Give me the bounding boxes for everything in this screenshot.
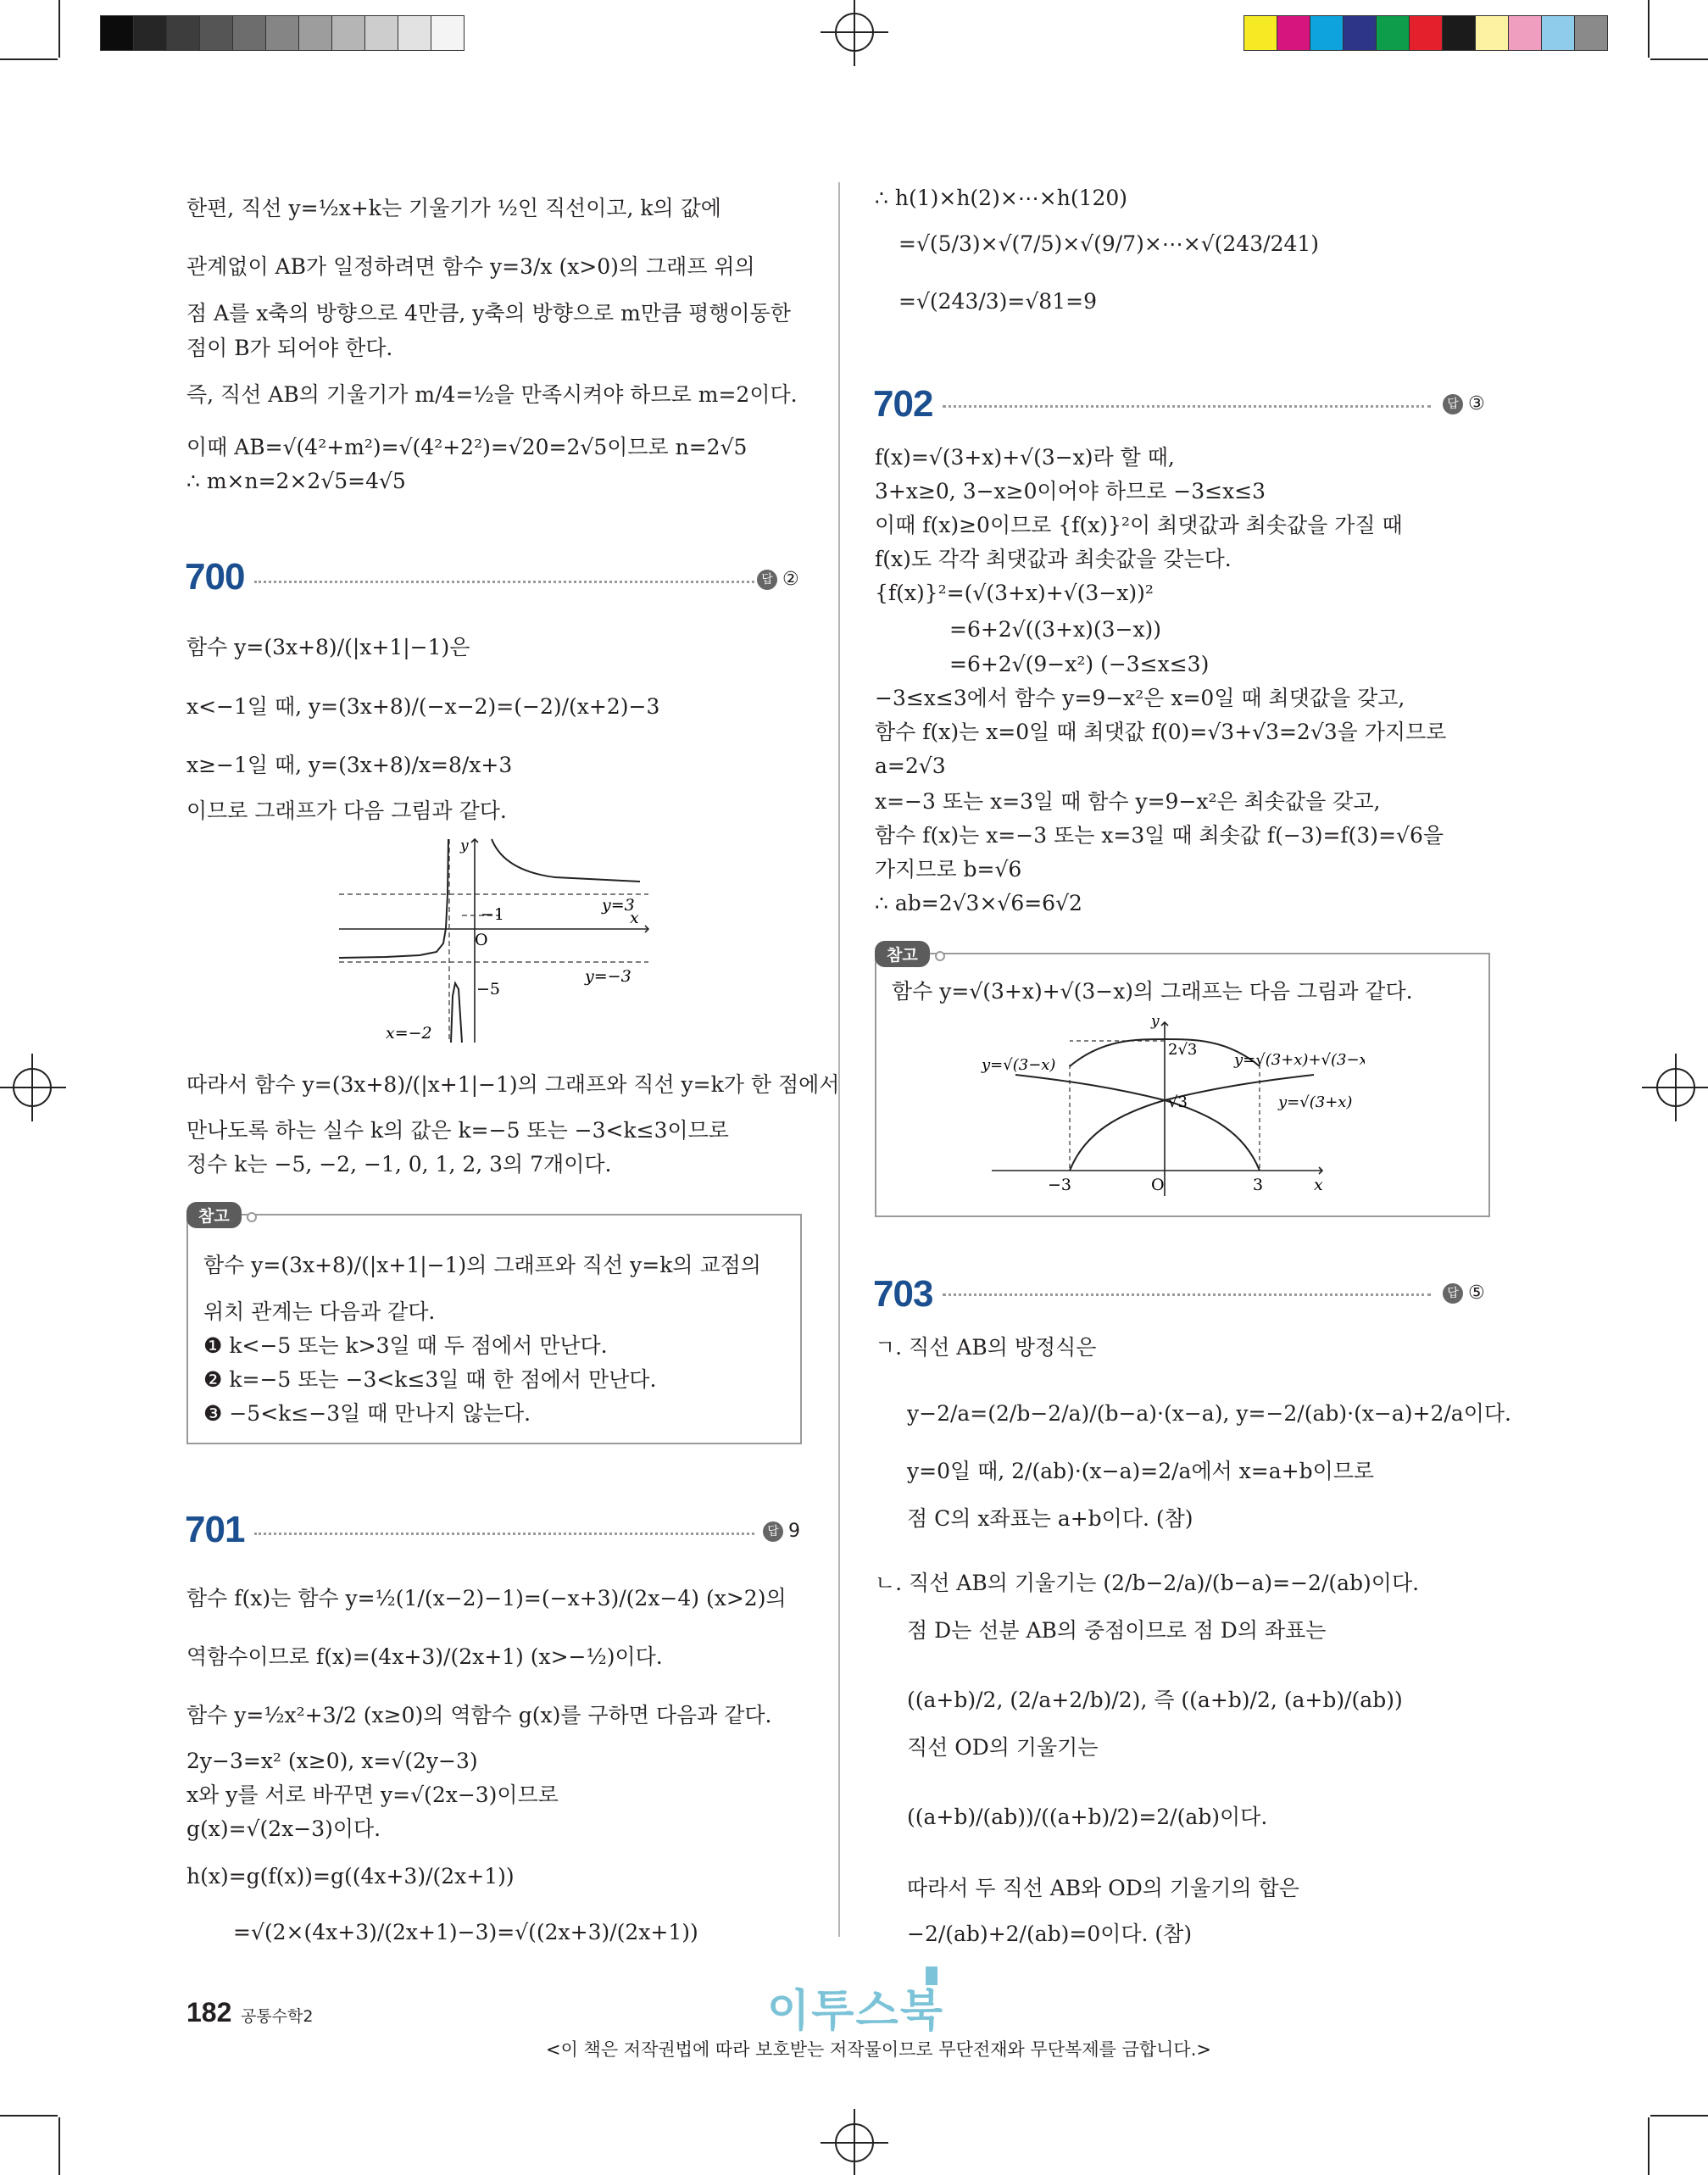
p700-line-1: 함수 y=(3x+8)/(|x+1|−1)은 [186,635,470,659]
calibration-swatch [398,15,431,51]
calibration-swatch [364,15,398,51]
ref702-line-1: 함수 y=√(3+x)+√(3−x)의 그래프는 다음 그림과 같다. [892,979,1413,1004]
calibration-swatch [1475,15,1509,51]
p703-line-3: y=0일 때, 2/(ab)·(x−a)=2/a에서 x=a+b이므로 [907,1459,1375,1483]
graph-702-p3-label: 3 [1253,1176,1264,1194]
p703-line-11: −2/(ab)+2/(ab)=0이다. (참) [907,1922,1193,1946]
p701-line-5: x와 y를 서로 바꾸면 y=√(2x−3)이므로 [186,1783,559,1807]
problem-number-702: 702 [873,383,933,425]
answer-value: ② [782,569,799,590]
dotted-rule [943,1293,1431,1296]
p701-line-4: 2y−3=x² (x≥0), x=√(2y−3) [186,1749,478,1773]
p702-line-13: 가지므로 b=√6 [875,857,1022,882]
book-title: 공통수학2 [241,2007,314,2026]
intro-line-4: 점이 B가 되어야 한다. [186,336,393,360]
calibration-swatch [298,15,332,51]
p702-line-10: a=2√3 [875,754,946,778]
answer-icon: 답 [763,1521,783,1542]
p703-line-10: 따라서 두 직선 AB와 OD의 기울기의 합은 [907,1876,1299,1900]
answer-icon: 답 [1443,394,1463,414]
answer-icon: 답 [757,570,777,590]
right-top-line-3: =√(243/3)=√81=9 [899,289,1097,314]
calibration-swatch [232,15,266,51]
graph-702-plus-label: y=√(3+x) [1278,1093,1353,1111]
calibration-swatch [265,15,299,51]
calibration-swatch [1574,15,1608,51]
problem-number-701: 701 [185,1509,245,1550]
graph-700-x-label: x [630,909,639,927]
reference-tag-700: 참고 [186,1202,242,1228]
graph-700-y3-label: y=3 [602,896,635,915]
ref700-line-2: 위치 관계는 다음과 같다. [203,1299,436,1324]
calibration-swatch [199,15,233,51]
calibration-swatch [1243,15,1277,51]
problem-number-700: 700 [185,556,245,598]
calibration-swatch [100,15,134,51]
p702-line-2: 3+x≥0, 3−x≥0이어야 하므로 −3≤x≤3 [875,479,1266,503]
p703-line-2: y−2/a=(2/b−2/a)/(b−a)·(x−a), y=−2/(ab)·(x−a)+2/a이다. [907,1401,1511,1426]
answer-icon: 답 [1443,1283,1463,1304]
p700-line-7: 정수 k는 −5, −2, −1, 0, 1, 2, 3의 7개이다. [186,1152,612,1177]
p701-line-6: g(x)=√(2x−3)이다. [186,1816,381,1841]
graph-702-sum-label: y=√(3+x)+√(3−x) [1234,1051,1365,1069]
graph-700-m1-label: −1 [481,905,505,924]
intro-line-7: ∴ m×n=2×2√5=4√5 [186,469,406,493]
p701-line-8: =√(2×(4x+3)/(2x+1)−3)=√((2x+3)/(2x+1)) [233,1920,698,1944]
graph-702-x-label: x [1314,1176,1323,1194]
calibration-swatch [1541,15,1575,51]
p700-line-4: 이므로 그래프가 다음 그림과 같다. [186,798,507,823]
intro-line-2: 관계없이 AB가 일정하려면 함수 y=3/x (x>0)의 그래프 위의 [186,254,755,279]
p703-line-4: 점 C의 x좌표는 a+b이다. (참) [907,1506,1193,1531]
logo-flag-icon [926,1966,937,1985]
graph-702-y-label: y [1151,1014,1160,1030]
calibration-swatch [133,15,167,51]
ref700-line-5: ❸ −5<k≤−3일 때 만나지 않는다. [203,1401,531,1426]
p703-line-8: 직선 OD의 기울기는 [907,1735,1099,1760]
p703-line-6: 점 D는 선분 AB의 중점이므로 점 D의 좌표는 [907,1618,1327,1643]
p703-line-9: ((a+b)/(ab))/((a+b)/2)=2/(ab)이다. [907,1805,1268,1829]
graph-700-m5-label: −5 [476,980,501,998]
p702-line-14: ∴ ab=2√3×√6=6√2 [875,891,1082,915]
reference-tag-702: 참고 [875,941,930,967]
answer-700 [757,569,799,590]
calibration-swatch [1343,15,1377,51]
answer-value: ③ [1468,393,1485,414]
graph-702-minus-label: y=√(3−x) [982,1056,1056,1074]
graph-700 [335,835,657,1047]
p702-line-9: 함수 f(x)는 x=0일 때 최댓값 f(0)=√3+√3=2√3을 가지므로 [875,720,1447,744]
p702-line-7: =6+2√(9−x²) (−3≤x≤3) [949,652,1210,676]
dotted-rule [943,405,1431,408]
calibration-swatch [166,15,200,51]
page-number: 182 [186,1997,232,2028]
p702-line-8: −3≤x≤3에서 함수 y=9−x²은 x=0일 때 최댓값을 갖고, [875,686,1405,710]
graph-702-sqrt3-label: √3 [1168,1093,1188,1111]
right-top-line-2: =√(5/3)×√(7/5)×√(9/7)×⋯×√(243/241) [899,231,1320,256]
calibration-swatch [1310,15,1344,51]
p700-line-5: 따라서 함수 y=(3x+8)/(|x+1|−1)의 그래프와 직선 y=k가 한 점에서 [186,1072,840,1097]
publisher-logo: 이투스북 [767,1986,944,2037]
calibration-swatch [1376,15,1410,51]
answer-value: 9 [788,1521,800,1542]
calibration-swatch [1409,15,1443,51]
graph-700-ym3-label: y=−3 [585,967,631,986]
p703-line-1: ㄱ. 직선 AB의 방정식은 [875,1335,1097,1360]
p700-line-6: 만나도록 하는 실수 k의 값은 k=−5 또는 −3<k≤3이므로 [186,1118,729,1143]
intro-line-6: 이때 AB=√(4²+m²)=√(4²+2²)=√20=2√5이므로 n=2√5 [186,435,748,459]
calibration-swatch [331,15,365,51]
answer-703 [1443,1282,1485,1304]
graph-702-m3-label: −3 [1048,1176,1072,1194]
calibration-swatch [431,15,465,51]
graph-702 [975,1014,1365,1202]
p701-line-2: 역함수이므로 f(x)=(4x+3)/(2x+1) (x>−½)이다. [186,1644,663,1669]
p702-line-12: 함수 f(x)는 x=−3 또는 x=3일 때 최솟값 f(−3)=f(3)=√6을 [875,823,1444,848]
p701-line-7: h(x)=g(f(x))=g((4x+3)/(2x+1)) [186,1864,515,1889]
graph-702-origin-label: O [1151,1176,1165,1194]
ref700-line-1: 함수 y=(3x+8)/(|x+1|−1)의 그래프와 직선 y=k의 교점의 [203,1253,761,1277]
right-top-line-1: ∴ h(1)×h(2)×⋯×h(120) [875,186,1128,210]
p703-line-5: ㄴ. 직선 AB의 기울기는 (2/b−2/a)/(b−a)=−2/(ab)이다. [875,1571,1420,1595]
dotted-rule [254,1533,754,1535]
problem-number-703: 703 [873,1273,933,1315]
column-divider [838,182,840,1937]
p702-line-5: {f(x)}²=(√(3+x)+√(3−x))² [875,581,1154,605]
p700-line-3: x≥−1일 때, y=(3x+8)/x=8/x+3 [186,753,513,777]
ref700-line-3: ❶ k<−5 또는 k>3일 때 두 점에서 만난다. [203,1333,608,1358]
intro-line-5: 즉, 직선 AB의 기울기가 m/4=½을 만족시켜야 하므로 m=2이다. [186,382,798,407]
answer-702 [1443,393,1485,414]
p703-line-7: ((a+b)/2, (2/a+2/b)/2), 즉 ((a+b)/2, (a+b)/(ab)) [907,1688,1403,1712]
p702-line-1: f(x)=√(3+x)+√(3−x)라 할 때, [875,445,1175,470]
calibration-swatch [1508,15,1542,51]
p702-line-3: 이때 f(x)≥0이므로 {f(x)}²이 최댓값과 최솟값을 가질 때 [875,513,1403,537]
p701-line-1: 함수 f(x)는 함수 y=½(1/(x−2)−1)=(−x+3)/(2x−4) (x>2)의 [186,1586,787,1610]
graph-700-origin-label: O [475,931,488,949]
dotted-rule [254,581,754,583]
calibration-swatch [1277,15,1310,51]
calibration-swatch [1442,15,1476,51]
p702-line-6: =6+2√((3+x)(3−x)) [949,617,1162,642]
p702-line-4: f(x)도 각각 최댓값과 최솟값을 갖는다. [875,547,1232,571]
answer-701 [763,1521,800,1542]
p701-line-3: 함수 y=½x²+3/2 (x≥0)의 역함수 g(x)를 구하면 다음과 같다. [186,1703,772,1727]
graph-700-y-label: y [460,837,469,854]
p700-line-2: x<−1일 때, y=(3x+8)/(−x−2)=(−2)/(x+2)−3 [186,694,660,719]
ref700-line-4: ❷ k=−5 또는 −3<k≤3일 때 한 점에서 만난다. [203,1367,657,1392]
p702-line-11: x=−3 또는 x=3일 때 함수 y=9−x²은 최솟값을 갖고, [875,789,1381,814]
graph-700-asymptote-label: x=−2 [386,1024,432,1043]
intro-line-3: 점 A를 x축의 방향으로 4만큼, y축의 방향으로 m만큼 평행이동한 [186,301,791,325]
intro-line-1: 한편, 직선 y=½x+k는 기울기가 ½인 직선이고, k의 값에 [186,196,721,220]
answer-value: ⑤ [1468,1282,1485,1304]
copyright-notice: <이 책은 저작권법에 따라 보호받는 저작물이므로 무단전재와 무단복제를 금합니다.> [546,2039,1211,2060]
graph-702-max-label: 2√3 [1168,1041,1198,1059]
